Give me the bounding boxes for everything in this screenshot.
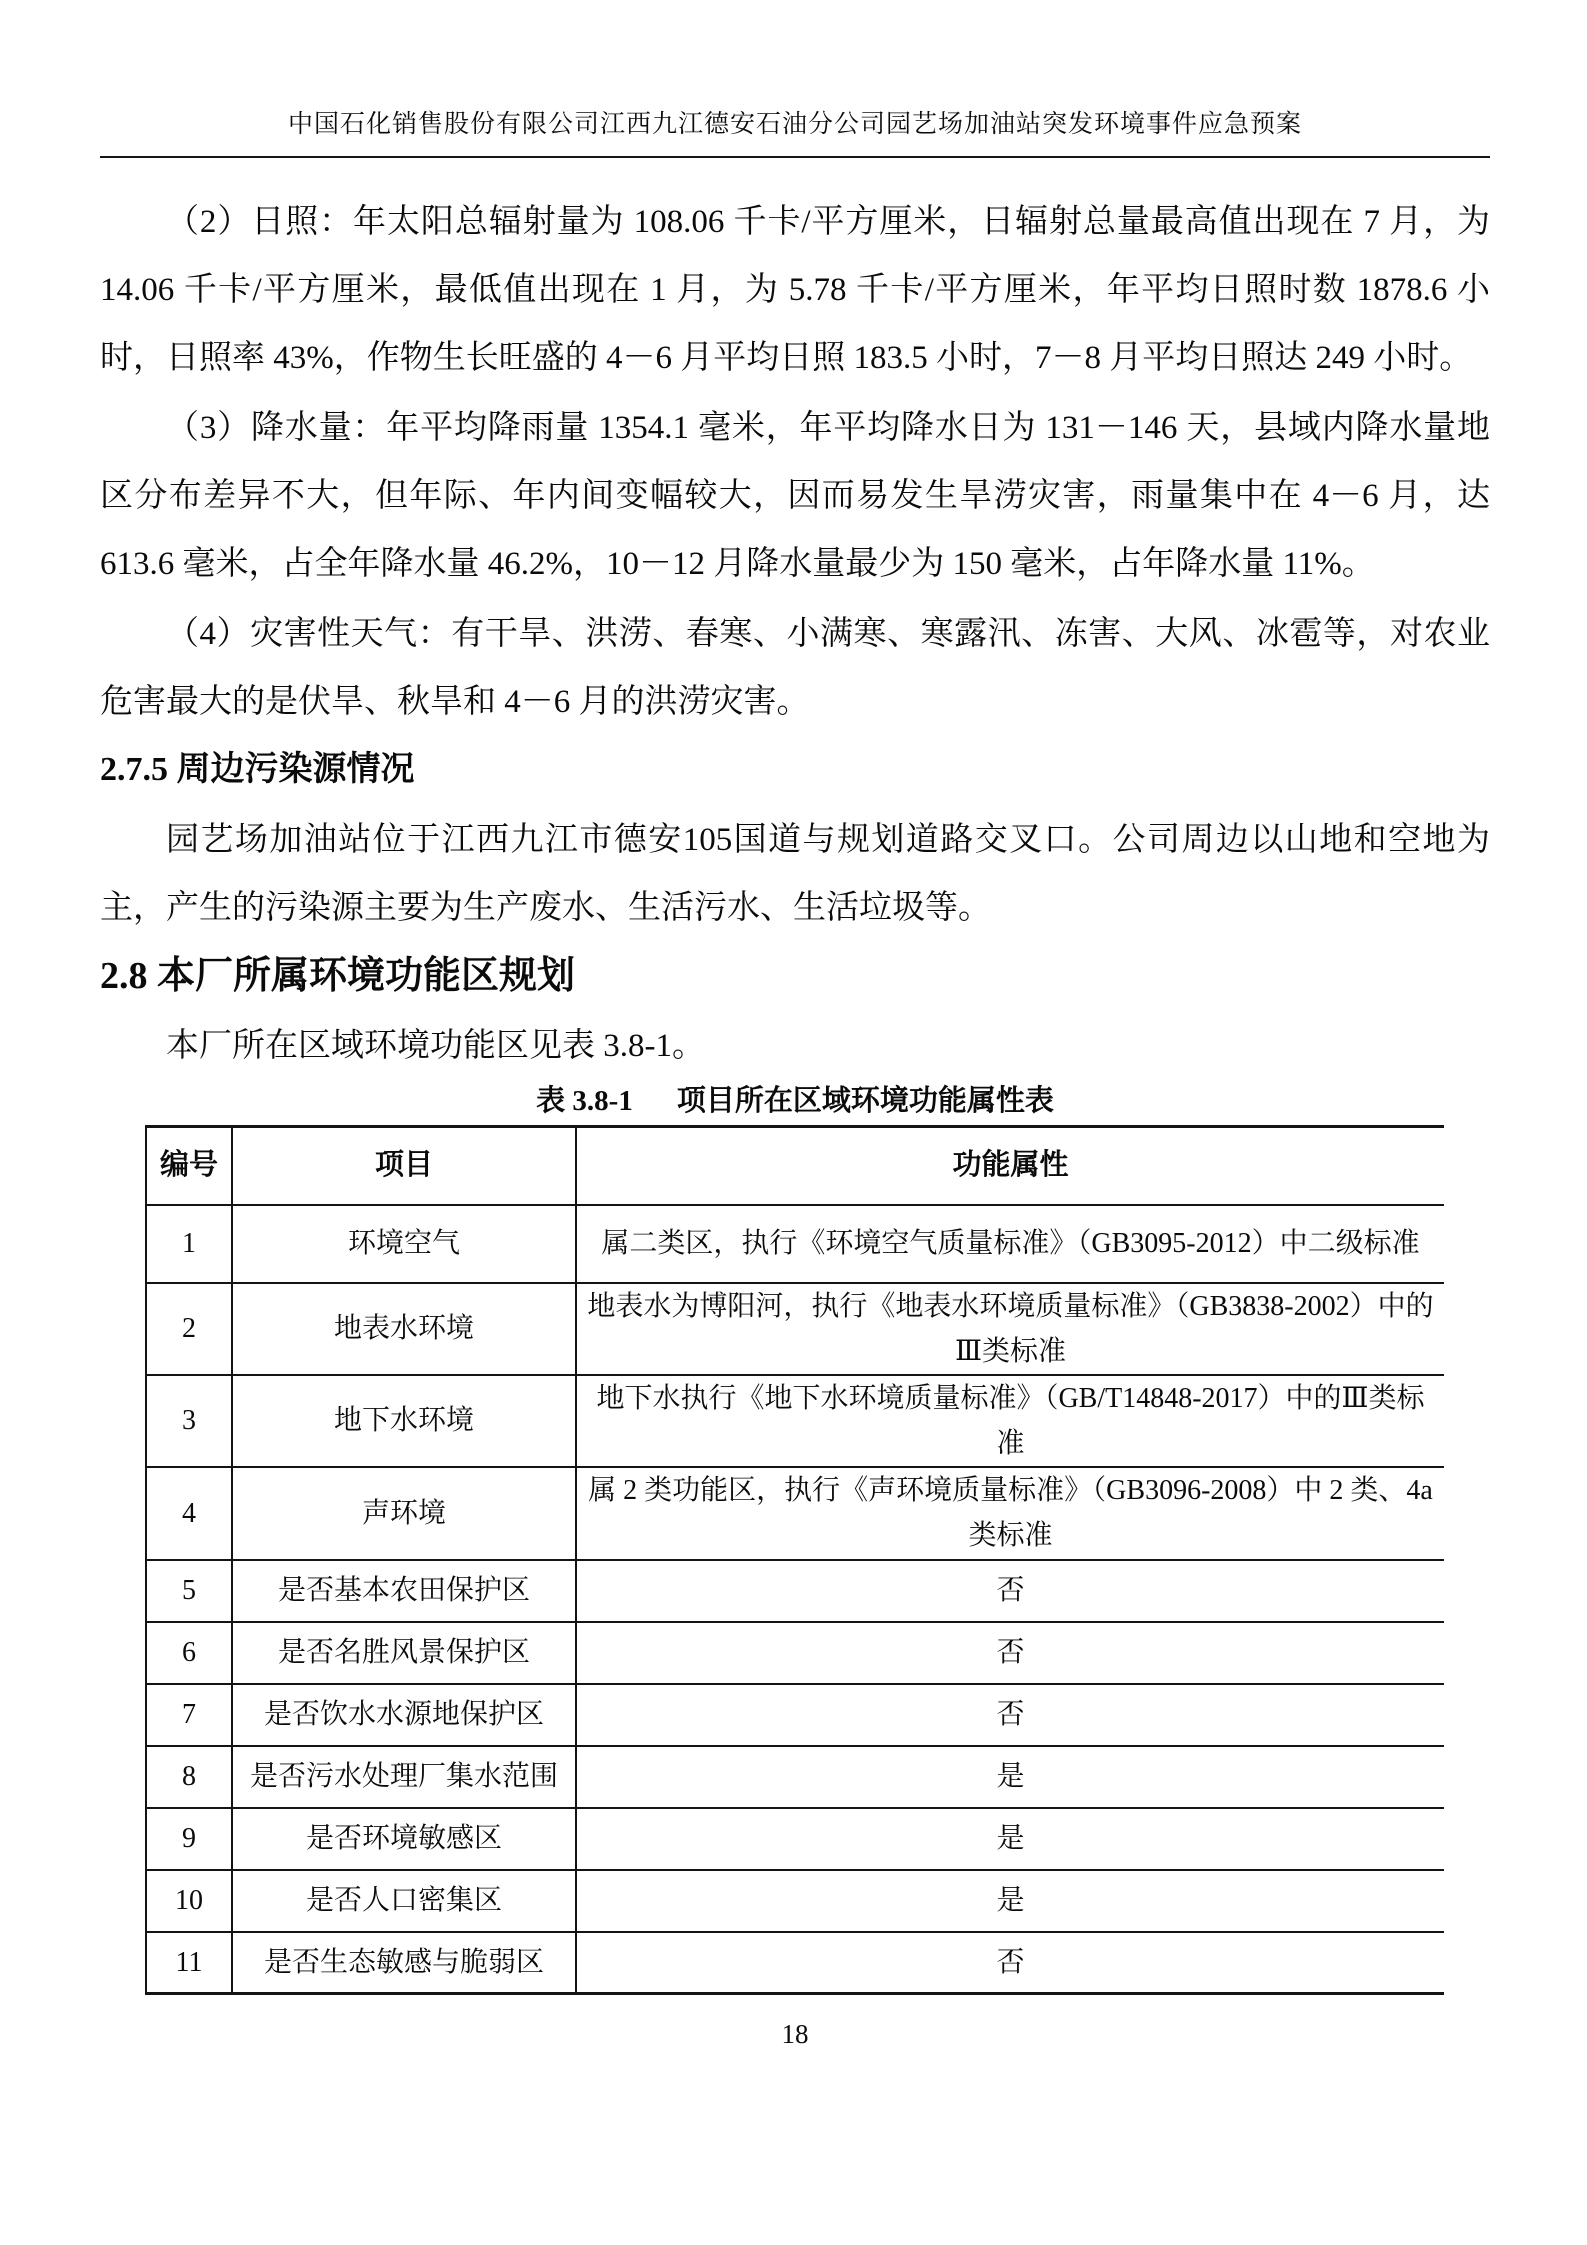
table-caption-label: 表 3.8-1 [536, 1085, 633, 1117]
paragraph-pollution-sources: 园艺场加油站位于江西九江市德安105国道与规划道路交叉口。公司周边以山地和空地为主，产生的污染源主要为生产废水、生活污水、生活垃圾等。 [100, 822, 1490, 926]
column-header-item: 项目 [232, 1127, 576, 1205]
attribute-cell: 地下水执行《地下水环境质量标准》（GB/T14848-2017）中的Ⅲ类标准 [576, 1375, 1444, 1467]
attribute-cell: 否 [576, 1622, 1444, 1684]
item-cell: 是否人口密集区 [232, 1870, 576, 1932]
item-cell: 是否环境敏感区 [232, 1808, 576, 1870]
item-cell: 是否名胜风景保护区 [232, 1622, 576, 1684]
env-function-table-body [146, 1205, 1444, 1994]
row-number-cell: 4 [146, 1467, 232, 1560]
row-number-cell: 11 [146, 1932, 232, 1994]
table-row [146, 1808, 1444, 1870]
row-number-cell: 2 [146, 1283, 232, 1375]
attribute-cell: 否 [576, 1684, 1444, 1746]
attribute-cell: 属 2 类功能区，执行《声环境质量标准》（GB3096-2008）中 2 类、4a 类标准 [576, 1467, 1444, 1560]
item-cell: 是否生态敏感与脆弱区 [232, 1932, 576, 1994]
row-number-cell: 9 [146, 1808, 232, 1870]
row-number-cell: 6 [146, 1622, 232, 1684]
document-body [100, 188, 1490, 2050]
table-row [146, 1560, 1444, 1622]
table-row [146, 1622, 1444, 1684]
attribute-cell: 属二类区，执行《环境空气质量标准》（GB3095-2012）中二级标准 [576, 1205, 1444, 1283]
table-row [146, 1870, 1444, 1932]
table-caption [100, 1082, 1490, 1120]
attribute-cell: 地表水为博阳河，执行《地表水环境质量标准》（GB3838-2002）中的Ⅲ类标准 [576, 1283, 1444, 1375]
attribute-cell: 否 [576, 1932, 1444, 1994]
row-number-cell: 8 [146, 1746, 232, 1808]
item-cell: 地表水环境 [232, 1283, 576, 1375]
heading-2-7-5: 2.7.5 周边污染源情况 [100, 751, 415, 788]
page-header-title: 中国石化销售股份有限公司江西九江德安石油分公司园艺场加油站突发环境事件应急预案 [287, 111, 1302, 138]
env-function-table-head [146, 1127, 1444, 1205]
item-cell: 是否饮水水源地保护区 [232, 1684, 576, 1746]
row-number-cell: 5 [146, 1560, 232, 1622]
column-header-attribute: 功能属性 [576, 1127, 1444, 1205]
attribute-cell: 是 [576, 1808, 1444, 1870]
paragraph-function-zone-intro: 本厂所在区域环境功能区见表 3.8-1。 [166, 1028, 705, 1064]
table-row [146, 1746, 1444, 1808]
paragraph-disaster-weather: （4）灾害性天气：有干旱、洪涝、春寒、小满寒、寒露汛、冻害、大风、冰雹等，对农业危害最大的是伏旱、秋旱和 4－6 月的洪涝灾害。 [100, 616, 1490, 720]
item-cell: 环境空气 [232, 1205, 576, 1283]
table-header-row [146, 1127, 1444, 1205]
row-number-cell: 10 [146, 1870, 232, 1932]
table-row [146, 1467, 1444, 1560]
table-caption-title: 项目所在区域环境功能属性表 [676, 1085, 1054, 1117]
table-row [146, 1205, 1444, 1283]
table-row [146, 1283, 1444, 1375]
env-function-table [145, 1125, 1444, 1995]
item-cell: 是否污水处理厂集水范围 [232, 1746, 576, 1808]
attribute-cell: 否 [576, 1560, 1444, 1622]
row-number-cell: 7 [146, 1684, 232, 1746]
row-number-cell: 3 [146, 1375, 232, 1467]
column-header-number: 编号 [146, 1127, 232, 1205]
paragraph-precipitation: （3）降水量：年平均降雨量 1354.1 毫米，年平均降水日为 131－146 天，县域内降水量地区分布差异不大，但年际、年内间变幅较大，因而易发生旱涝灾害，雨量集中在 4－6 月，达 613.6 毫米，占全年降水量 46.2%，10－12 月降水量最少为 150 毫米，占年降水量 11%。 [100, 410, 1491, 582]
item-cell: 地下水环境 [232, 1375, 576, 1467]
heading-2-8: 2.8 本厂所属环境功能区规划 [100, 955, 576, 997]
header-rule [100, 156, 1490, 158]
attribute-cell: 是 [576, 1746, 1444, 1808]
paragraph-sunshine: （2）日照：年太阳总辐射量为 108.06 千卡/平方厘米，日辐射总量最高值出现在 7 月，为 14.06 千卡/平方厘米，最低值出现在 1 月，为 5.78 千卡/平方厘米，年平均日照时数 1878.6 小时，日照率 43%，作物生长旺盛的 4－6 月平均日照 183.5 小时，7－8 月平均日照达 249 小时。 [100, 204, 1490, 376]
attribute-cell: 是 [576, 1870, 1444, 1932]
table-row [146, 1375, 1444, 1467]
page-number: 18 [781, 2019, 809, 2049]
item-cell: 声环境 [232, 1467, 576, 1560]
row-number-cell: 1 [146, 1205, 232, 1283]
table-row [146, 1684, 1444, 1746]
table-row [146, 1932, 1444, 1994]
item-cell: 是否基本农田保护区 [232, 1560, 576, 1622]
